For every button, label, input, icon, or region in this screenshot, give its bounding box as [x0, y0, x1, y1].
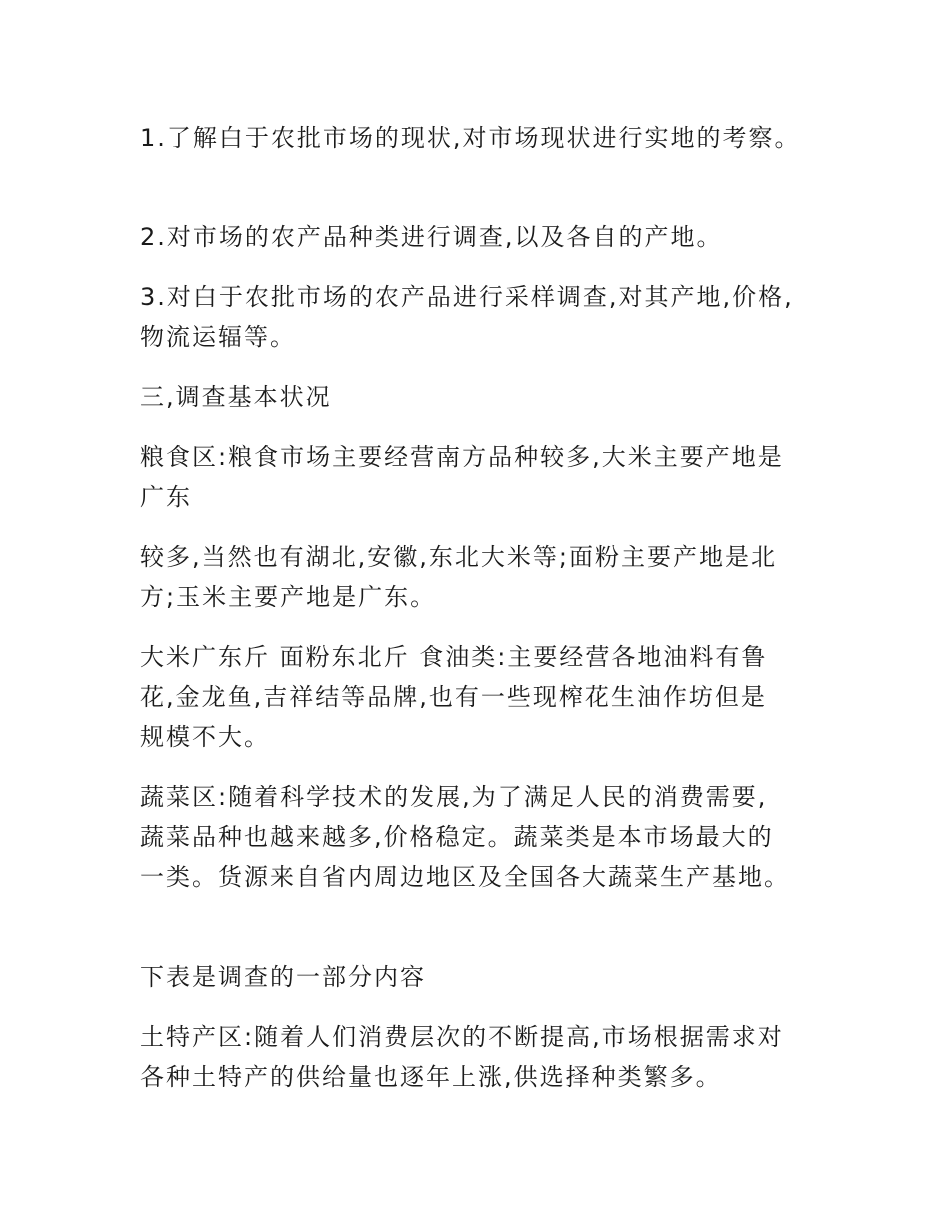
text-line: 下表是调查的一部分内容	[140, 963, 426, 991]
text-line: 方;玉米主要产地是广东。	[140, 583, 437, 611]
text-line: 1.了解白于农批市场的现状,对市场现状进行实地的考察。	[140, 124, 801, 152]
text-line: 2.对市场的农产品种类进行调查,以及各自的产地。	[140, 223, 723, 251]
paragraph-grain-area	[140, 437, 830, 517]
paragraph-objective-2	[140, 217, 830, 257]
text-line: 广东	[140, 483, 192, 511]
paragraph-table-intro	[140, 957, 830, 997]
section-heading	[140, 377, 830, 417]
text-line: 三,调查基本状况	[140, 383, 332, 411]
text-line: 蔬菜区:随着科学技术的发展,为了满足人民的消费需要,	[140, 783, 768, 811]
text-line: 规模不大。	[140, 723, 270, 751]
paragraph-specialty-area	[140, 1017, 830, 1097]
text-line: 粮食区:粮食市场主要经营南方品种较多,大米主要产地是	[140, 443, 784, 471]
text-line: 一类。货源来自省内周边地区及全国各大蔬菜生产基地。	[140, 863, 790, 891]
text-line: 较多,当然也有湖北,安徽,东北大米等;面粉主要产地是北	[140, 543, 777, 571]
paragraph-oil	[140, 637, 830, 757]
paragraph-objective-1	[140, 118, 830, 158]
paragraph-vegetable-area	[140, 777, 830, 897]
text-line: 花,金龙鱼,吉祥结等品牌,也有一些现榨花生油作坊但是	[140, 683, 767, 711]
text-line: 3.对白于农批市场的农产品进行采样调查,对其产地,价格,	[140, 283, 794, 311]
text-line: 土特产区:随着人们消费层次的不断提高,市场根据需求对	[140, 1023, 784, 1051]
text-line: 各种土特产的供给量也逐年上涨,供选择种类繁多。	[140, 1063, 722, 1091]
text-line: 大米广东斤 面粉东北斤 食油类:主要经营各地油料有鲁	[140, 643, 768, 671]
paragraph-grain-continued	[140, 537, 830, 617]
text-line: 物流运辐等。	[140, 323, 296, 351]
text-line: 蔬菜品种也越来越多,价格稳定。蔬菜类是本市场最大的	[140, 823, 774, 851]
paragraph-objective-3	[140, 277, 830, 357]
